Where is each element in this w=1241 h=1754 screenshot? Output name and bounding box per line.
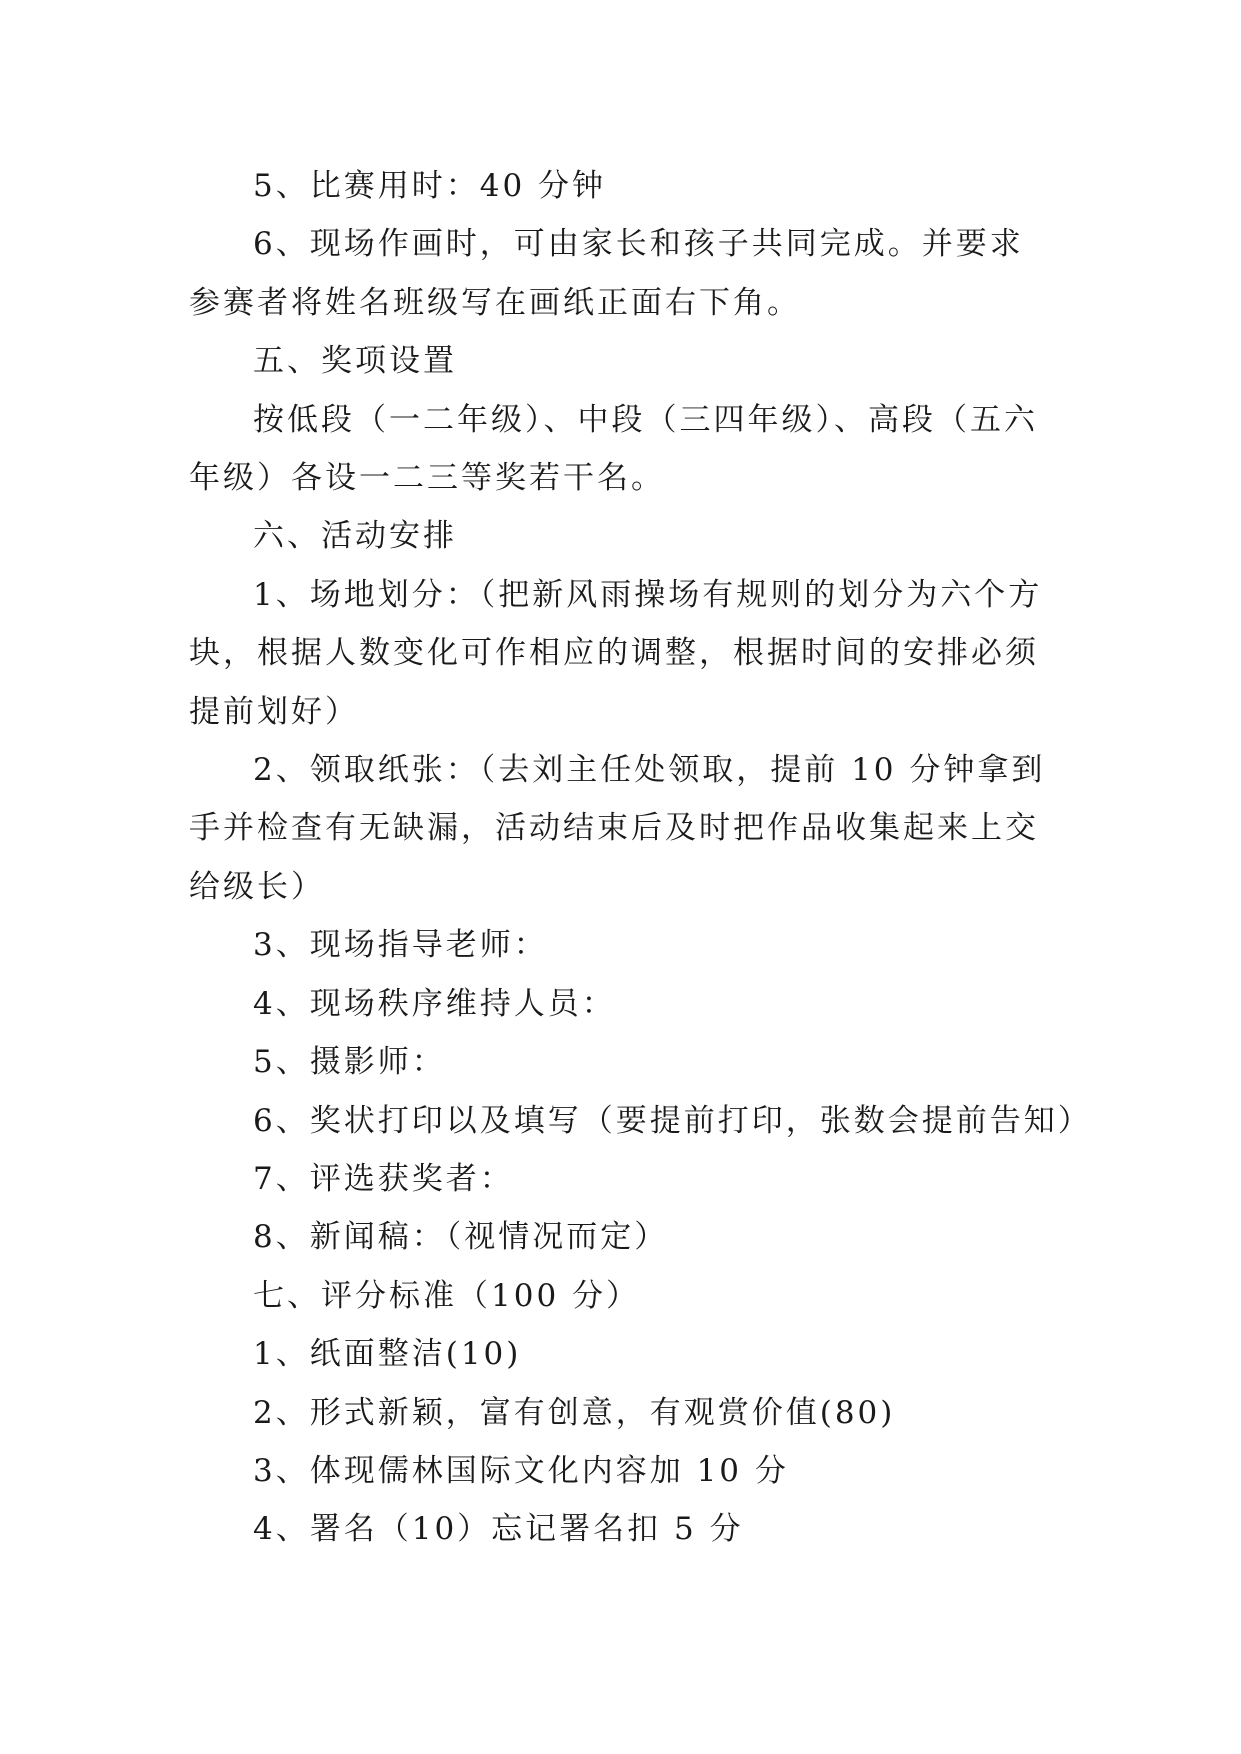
paragraph-score-culture: 3、体现儒林国际文化内容加 10 分: [253, 1452, 789, 1489]
paragraph-award-levels: 按低段（一二年级）、中段（三四年级）、高段（五六年级）各设一二三等奖若干名。: [189, 401, 1038, 497]
paragraph-score-signature: 4、署名（10）忘记署名扣 5 分: [253, 1511, 744, 1548]
paragraph-paper-collection: 2、领取纸张：（去刘主任处领取，提前 10 分钟拿到手并检查有无缺漏，活动结束后及时把作品收集起来上交给级长）: [189, 752, 1046, 905]
section-heading-scoring: 七、评分标准（100 分）: [253, 1277, 641, 1314]
paragraph-venue-division: 1、场地划分：（把新风雨操场有规则的划分为六个方块，根据人数变化可作相应的调整，根据时间的安排必须提前划好）: [189, 576, 1043, 730]
section-heading-awards: 五、奖项设置: [253, 343, 457, 380]
paragraph-score-creativity: 2、形式新颖，富有创意，有观赏价值(80): [253, 1394, 896, 1431]
paragraph-certificates: 6、奖状打印以及填写（要提前打印，张数会提前告知）: [253, 1102, 1092, 1139]
paragraph-competition-time: 5、比赛用时：40 分钟: [253, 168, 607, 204]
paragraph-select-winners: 7、评选获奖者：: [253, 1160, 514, 1197]
paragraph-onsite-teachers: 3、现场指导老师：: [253, 927, 548, 964]
document-body: [189, 157, 1092, 1559]
paragraph-photographer: 5、摄影师：: [253, 1044, 446, 1081]
paragraph-news-release: 8、新闻稿：（视情况而定）: [253, 1219, 669, 1256]
paragraph-score-neatness: 1、纸面整洁(10): [253, 1336, 522, 1373]
paragraph-onsite-drawing: 6、现场作画时，可由家长和孩子共同完成。并要求参赛者将姓名班级写在画纸正面右下角。: [189, 226, 1024, 321]
paragraph-order-staff: 4、现场秩序维持人员：: [253, 985, 616, 1022]
section-heading-arrangements: 六、活动安排: [253, 518, 457, 555]
